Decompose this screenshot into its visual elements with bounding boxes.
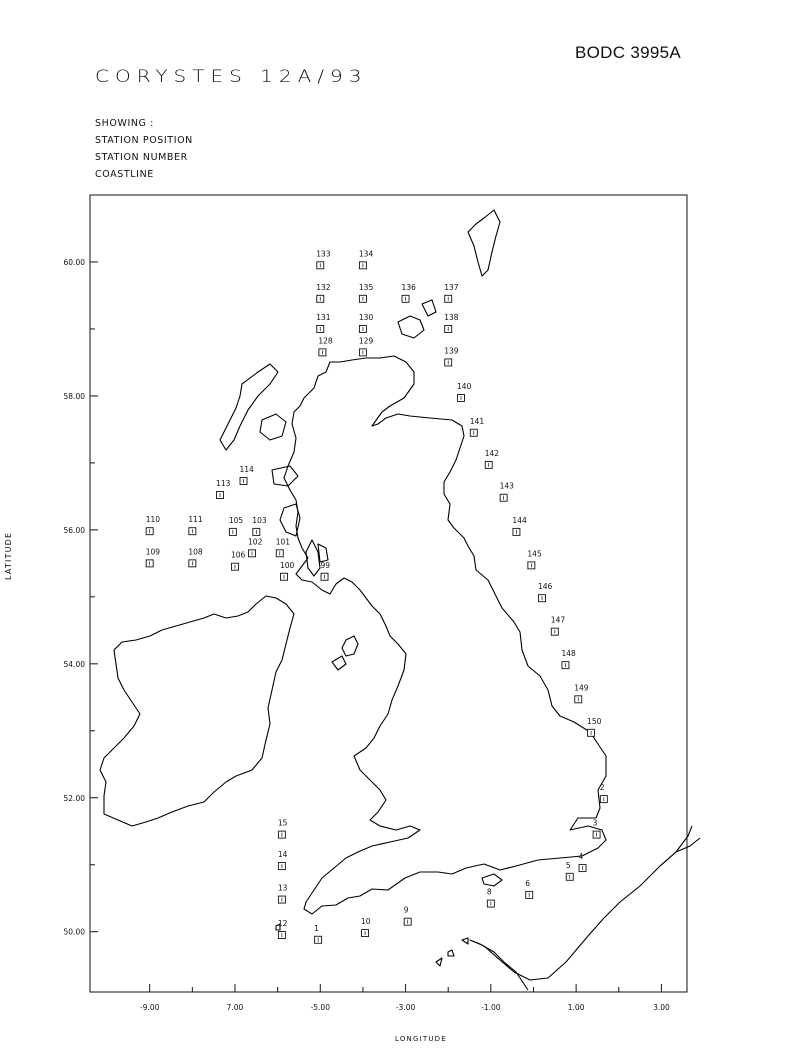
coastline-channel-islands [436, 938, 468, 966]
station-label: 131 [316, 312, 331, 322]
station-147 [551, 616, 566, 636]
station-108 [188, 547, 203, 567]
legend-item-coastline: COASTLINE [95, 169, 154, 180]
station-label: 134 [358, 249, 374, 259]
station-label: 146 [538, 582, 553, 592]
station-106 [231, 551, 246, 571]
station-label: 108 [188, 547, 203, 557]
coastline-anglesey [332, 656, 346, 670]
station-label: 147 [550, 615, 566, 625]
station-label: 2 [599, 783, 605, 793]
station-label: 100 [280, 560, 295, 570]
station-109 [146, 547, 161, 567]
station-5 [566, 861, 574, 881]
station-label: 3 [592, 818, 598, 828]
station-label: 141 [469, 416, 485, 426]
station-label: 6 [525, 878, 531, 888]
coastline-isle-of-man [342, 636, 358, 656]
station-135 [359, 283, 374, 303]
station-105 [229, 516, 244, 536]
station-8 [487, 888, 495, 908]
station-141 [470, 417, 485, 437]
station-label: 113 [216, 479, 231, 489]
station-14 [278, 850, 288, 870]
station-label: 149 [574, 683, 589, 693]
station-100 [280, 561, 295, 581]
x-tick-label: 1.00 [567, 1003, 585, 1012]
station-label: 111 [188, 515, 203, 525]
map-frame [90, 195, 687, 992]
x-tick-label: -9.00 [139, 1003, 160, 1012]
legend-title: SHOWING : [95, 118, 154, 129]
station-131 [316, 313, 331, 333]
station-label: 99 [320, 560, 331, 570]
x-tick-label: -1.00 [481, 1003, 501, 1012]
station-132 [316, 283, 331, 303]
station-2 [600, 783, 608, 803]
stations [146, 249, 608, 943]
station-150 [587, 717, 602, 737]
cruise-title: CORYSTES 12A/93 [95, 66, 368, 87]
station-149 [574, 683, 589, 703]
station-label: 142 [484, 448, 500, 458]
station-113 [216, 479, 231, 499]
x-tick-label: 7.00 [226, 1003, 244, 1012]
station-label: 128 [318, 336, 333, 346]
coastline-outer-hebrides [220, 364, 278, 450]
station-label: 150 [587, 716, 602, 726]
station-137 [444, 283, 459, 303]
coastline-france [470, 826, 692, 990]
station-148 [561, 649, 576, 669]
station-label: 13 [277, 883, 288, 893]
station-101 [276, 537, 291, 557]
coastline-low-countries [660, 838, 700, 866]
station-13 [278, 884, 288, 904]
coastline [100, 210, 700, 990]
station-99 [321, 561, 331, 581]
coastline-shetland [468, 210, 500, 276]
station-label: 101 [275, 537, 291, 547]
station-label: 135 [358, 282, 374, 292]
y-tick-label: 60.00 [63, 257, 85, 267]
coastline-orkney-north [422, 300, 436, 316]
station-12 [278, 919, 288, 939]
station-label: 144 [512, 515, 527, 525]
y-tick-label: 56.00 [63, 525, 85, 535]
station-label: 132 [316, 282, 331, 292]
legend-item-station-position: STATION POSITION [95, 135, 193, 146]
station-label: 143 [499, 481, 514, 491]
station-128 [318, 336, 333, 356]
legend-item-station-number: STATION NUMBER [95, 152, 188, 163]
station-label: 106 [230, 550, 246, 560]
station-label: 5 [565, 860, 571, 870]
station-102 [248, 537, 263, 557]
station-label: 140 [456, 381, 472, 391]
station-label: 105 [228, 515, 244, 525]
station-145 [527, 549, 542, 569]
station-114 [240, 465, 255, 485]
station-139 [444, 346, 459, 366]
x-axis-label: LONGITUDE [395, 1035, 447, 1043]
station-15 [278, 819, 288, 839]
station-144 [512, 516, 527, 536]
station-label: 136 [401, 282, 416, 292]
station-label: 133 [316, 249, 331, 259]
station-label: 12 [277, 919, 288, 929]
y-tick-label: 54.00 [63, 659, 85, 669]
station-label: 130 [358, 312, 374, 322]
station-label: 138 [444, 312, 459, 322]
station-142 [485, 449, 500, 469]
station-129 [359, 336, 374, 356]
station-label: 102 [248, 537, 263, 547]
x-tick-label: -3.00 [395, 1003, 416, 1012]
station-136 [402, 283, 417, 303]
station-label: 148 [561, 649, 576, 659]
y-axis-label: LATITUDE [4, 531, 13, 580]
station-label: 10 [361, 917, 371, 927]
y-tick-label: 50.00 [63, 927, 85, 937]
dataset-reference: BODC 3995A [575, 43, 681, 62]
station-130 [359, 313, 374, 333]
coastline-arran [318, 544, 328, 562]
station-138 [444, 313, 459, 333]
station-label: 114 [239, 464, 254, 474]
station-label: 109 [145, 547, 161, 557]
station-label: 15 [277, 818, 288, 828]
station-134 [359, 249, 374, 269]
station-label: 14 [277, 850, 288, 860]
axis-ticks [64, 258, 670, 1012]
station-143 [500, 482, 515, 502]
coastline-isle-of-wight [482, 874, 502, 886]
station-label: 103 [252, 515, 267, 525]
x-tick-label: 3.00 [653, 1003, 670, 1012]
station-label: 110 [145, 515, 161, 525]
station-label: 145 [527, 549, 542, 559]
station-6 [525, 879, 533, 899]
station-label: 137 [444, 282, 459, 292]
station-146 [538, 582, 553, 602]
station-label: 1 [314, 923, 319, 933]
station-110 [146, 515, 161, 535]
station-10 [361, 917, 371, 937]
station-label: 129 [358, 336, 374, 346]
station-9 [404, 906, 412, 926]
station-label: 4 [578, 852, 584, 862]
station-label: 8 [486, 887, 492, 897]
station-103 [252, 516, 267, 536]
station-111 [188, 515, 203, 535]
y-tick-label: 52.00 [63, 793, 85, 803]
y-tick-label: 58.00 [63, 391, 85, 401]
coastline-skye [260, 414, 286, 440]
station-140 [457, 382, 472, 402]
x-tick-label: -5.00 [310, 1003, 330, 1012]
station-1 [314, 924, 322, 944]
station-133 [316, 249, 331, 269]
coastline-ireland [100, 596, 294, 826]
coastline-orkney [398, 316, 424, 338]
station-label: 9 [403, 905, 409, 915]
station-label: 139 [444, 346, 459, 356]
